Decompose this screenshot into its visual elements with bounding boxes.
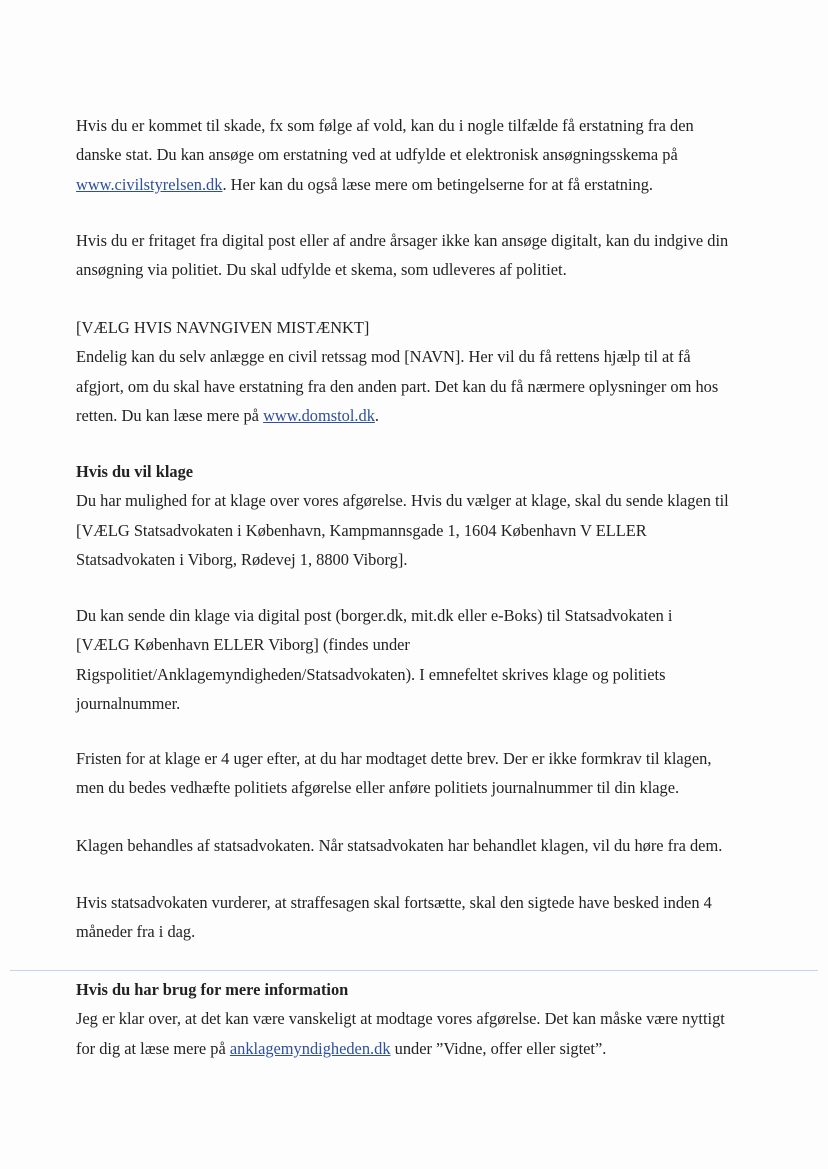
text-fragment: retten. Du kan læse mere på [76,406,264,426]
text-line: Hvis du er fritaget fra digital post eller af andre årsager ikke kan ansøge digitalt, kan du indgive din [76,231,729,250]
section-klage [76,457,756,575]
paragraph-fortsaettelse [76,888,756,947]
paragraph-digital-klage [76,601,756,719]
text-fragment: . [374,406,380,426]
text-line: journalnummer. [76,694,181,714]
link-civilstyrelsen[interactable]: www.civilstyrelsen.dk [76,174,223,194]
section-heading: Hvis du har brug for mere information [76,980,349,999]
text-line: men du bedes vedhæfte politiets afgørelse eller anføre politiets journalnummer til din klage. [76,778,680,798]
text-fragment: under ”Vidne, offer eller sigtet”. [390,1038,607,1058]
text-line: Endelig kan du selv anlægge en civil retssag mod [NAVN]. Her vil du få rettens hjælp til at få [76,347,691,367]
text-line: måneder fra i dag. [76,922,196,942]
text-line: Hvis du er kommet til skade, fx som følge af vold, kan du i nogle tilfælde få erstatning fra den [76,116,694,135]
link-anklagemyndigheden[interactable]: anklagemyndigheden.dk [229,1038,391,1058]
paragraph-digital-post [76,226,756,285]
text-line: ansøgning via politiet. Du skal udfylde et skema, som udleveres af politiet. [76,260,567,280]
text-line: Fristen for at klage er 4 uger efter, at du har modtaget dette brev. Der er ikke formkrav til klagen, [76,749,712,768]
text-line: Statsadvokaten i Viborg, Rødevej 1, 8800 Viborg]. [76,550,408,570]
text-line [76,170,756,199]
text-line: Du kan sende din klage via digital post (borger.dk, mit.dk eller e-Boks) til Statsadvokaten i [76,606,673,625]
paragraph-erstatning [76,111,756,199]
text-fragment: . Her kan du også læse mere om betingelserne for at få erstatning. [222,174,654,194]
text-line: afgjort, om du skal have erstatning fra den anden part. Det kan du få nærmere oplysninger om hos [76,376,719,396]
text-line: danske stat. Du kan ansøge om erstatning ved at udfylde et elektronisk ansøgningsskema på [76,145,678,165]
section-heading: Hvis du vil klage [76,462,194,481]
section-information [76,975,756,1063]
paragraph-frist [76,744,756,803]
paragraph-behandling [76,831,756,860]
paragraph-civil-retssag [76,313,756,431]
text-line: [VÆLG Statsadvokaten i København, Kampmannsgade 1, 1604 København V ELLER [76,520,647,540]
text-line [76,401,756,430]
link-domstol[interactable]: www.domstol.dk [263,406,375,426]
text-line: Du har mulighed for at klage over vores afgørelse. Hvis du vælger at klage, skal du sende klagen til [76,491,729,511]
text-line: [VÆLG København ELLER Viborg] (findes under [76,635,410,655]
text-fragment: for dig at læse mere på [76,1038,230,1058]
text-line: Rigspolitiet/Anklagemyndigheden/Statsadvokaten). I emnefeltet skrives klage og politiets [76,664,666,684]
divider-line [10,970,818,971]
text-line: Jeg er klar over, at det kan være vanskeligt at modtage vores afgørelse. Det kan måske være nyttigt [76,1009,725,1029]
text-line: Klagen behandles af statsadvokaten. Når statsadvokaten har behandlet klagen, vil du høre fra dem. [76,836,723,855]
text-line: [VÆLG HVIS NAVNGIVEN MISTÆNKT] [76,318,370,337]
text-line: Hvis statsadvokaten vurderer, at straffesagen skal fortsætte, skal den sigtede have besked inden 4 [76,893,712,912]
text-line [76,1034,756,1063]
